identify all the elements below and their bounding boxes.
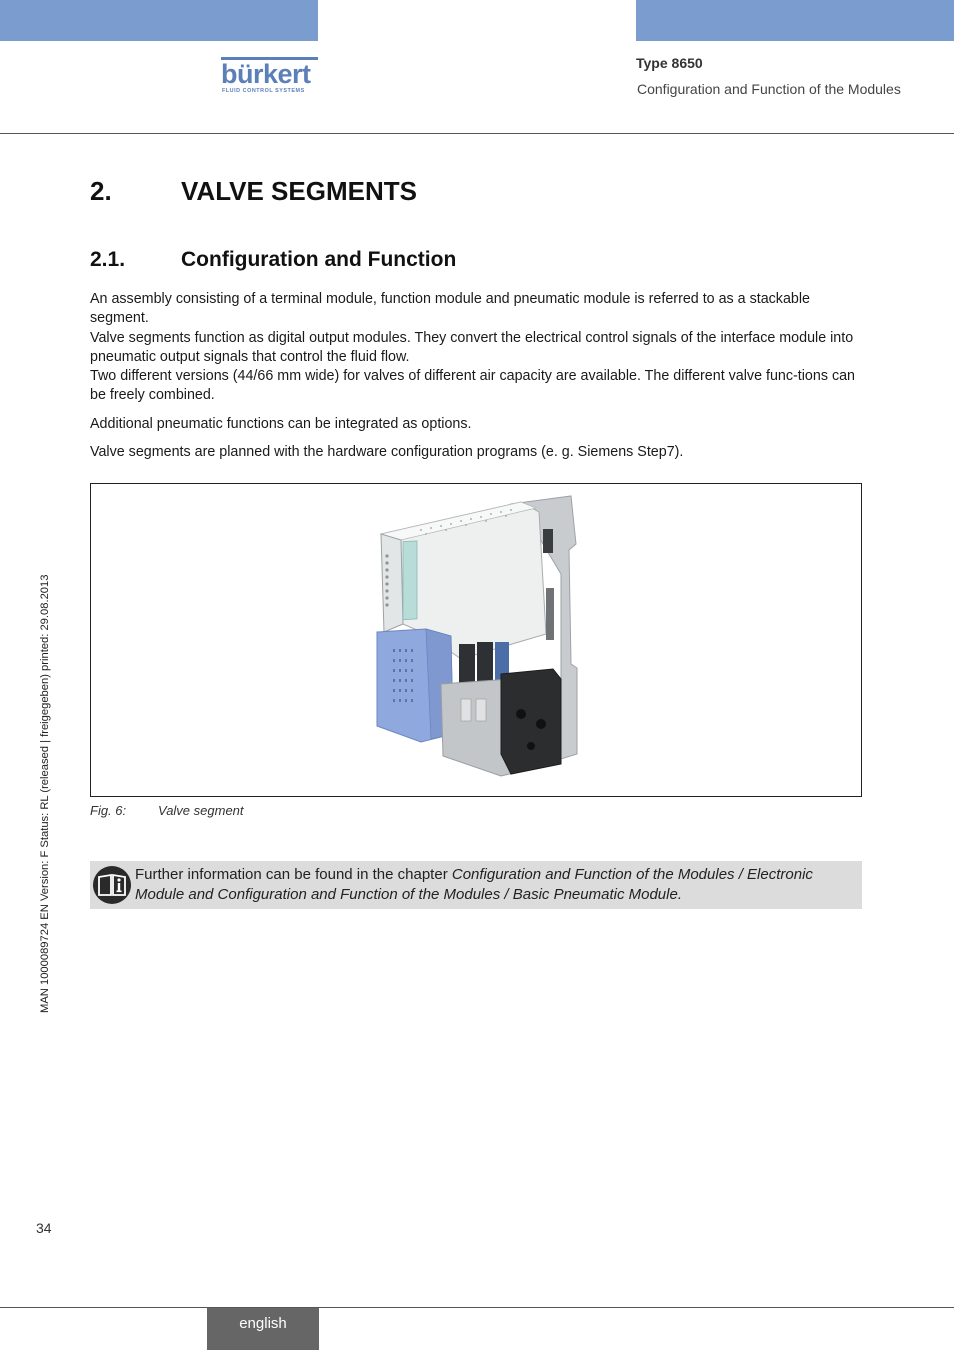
page-number: 34 — [36, 1220, 52, 1236]
body-text — [90, 290, 865, 462]
note-lead: Further information can be found in the chapter — [135, 866, 452, 883]
note-text — [135, 865, 850, 905]
figure-caption-text: Valve segment — [158, 803, 244, 818]
figure-frame — [90, 483, 862, 797]
paragraph: An assembly consisting of a terminal module, function module and pneumatic module is referred to as a stackable segment. — [90, 291, 810, 327]
logo-wordmark: bürkert — [221, 59, 311, 89]
footer-divider — [0, 1307, 954, 1308]
language-tab: english — [207, 1308, 319, 1350]
paragraph: Additional pneumatic functions can be integrated as options. — [90, 415, 472, 432]
chapter-title: VALVE SEGMENTS — [181, 176, 417, 206]
valve-segment-illustration — [91, 484, 861, 796]
paragraph: Two different versions (44/66 mm wide) for valves of different air capacity are available. The different valve func-tions can be freely combined. — [90, 368, 856, 404]
document-type: Type 8650 — [636, 55, 703, 71]
note-reference: Configuration and Function of the Modules / Electronic Module and Configuration and Function of the Modules / Basic Pneumatic Module. — [135, 866, 813, 903]
figure-label: Fig. 6: — [90, 803, 127, 818]
info-note — [90, 861, 862, 909]
document-meta: MAN 1000089724 EN Version: F Status: RL (released | freigegeben) printed: 29.08.2013 — [39, 574, 51, 1013]
header-divider — [0, 133, 954, 134]
section-number: 2.1. — [90, 248, 126, 271]
section-title: Configuration and Function — [181, 248, 457, 271]
book-info-icon — [92, 865, 132, 905]
burkert-logo — [221, 58, 319, 98]
header-accent-bar-left — [0, 0, 318, 41]
logo-tagline: FLUID CONTROL SYSTEMS — [222, 88, 305, 94]
paragraph: Valve segments function as digital output modules. They convert the electrical control signals of the interface module into pneumatic output signals that control the fluid flow. — [90, 329, 854, 365]
paragraph: Valve segments are planned with the hardware configuration programs (e. g. Siemens Step7). — [90, 444, 684, 461]
chapter-number: 2. — [90, 176, 112, 206]
document-section: Configuration and Function of the Modules — [637, 81, 901, 97]
header-accent-bar-right — [636, 0, 954, 41]
